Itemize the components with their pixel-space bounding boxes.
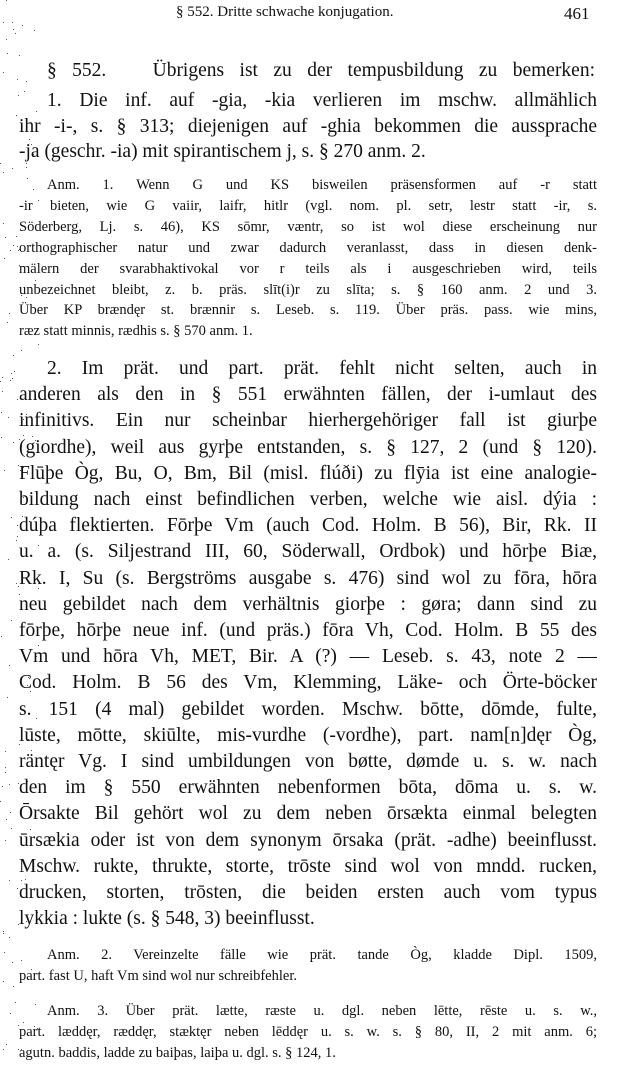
speckle-dot [1, 412, 2, 413]
speckle-dot [17, 525, 18, 526]
text-line: -ja (geschr. -ia) mit spirantischem j, s. § 270 anm. 2. [19, 141, 426, 162]
speckle-dot [0, 381, 1, 382]
text-line: (giordhe), weil aus gyrþe entstanden, s. § 127, 2 (und § 120). [19, 436, 597, 458]
speckle-dot [2, 391, 3, 392]
speckle-dot [1, 636, 2, 637]
speckle-dot [12, 168, 13, 169]
text-line: Über KP brændęr st. brænnir s. Leseb. s. 119. Über präs. pass. wie mins, [19, 302, 597, 319]
section-number: § 552. [47, 60, 107, 81]
speckle-dot [38, 344, 39, 345]
speckle-dot [19, 55, 20, 56]
speckle-dot [21, 960, 22, 961]
speckle-dot [12, 378, 13, 379]
text-line: mälern der svarabhaktivokal vor r teils als i ausgeschrieben wird, teils [19, 260, 597, 277]
text-line: ihr -i-, s. § 313; diejenigen auf -ghia bekommen die aussprache [19, 115, 597, 137]
speckle-dot [16, 540, 17, 541]
speckle-dot [3, 933, 4, 934]
speckle-dot [17, 399, 18, 400]
text-line: Rk. I, Su (s. Bergströms ausgabe s. 476) sind wol zu fōra, hōra [19, 567, 597, 589]
speckle-dot [17, 888, 18, 889]
text-line: neu gebildet nach dem verhältnis giorþe : gøra; dann sind zu [19, 593, 597, 615]
speckle-dot [9, 880, 10, 881]
speckle-dot [13, 986, 14, 987]
speckle-dot [8, 559, 9, 560]
speckle-dot [4, 258, 5, 259]
speckle-dot [10, 1013, 11, 1014]
speckle-dot [5, 751, 6, 752]
text-line: Anm. 2. Vereinzelte fälle wie prät. tande Òg, kladde Dipl. 1509, [47, 947, 597, 963]
speckle-dot [18, 95, 19, 96]
speckle-dot [27, 178, 28, 179]
speckle-dot [3, 72, 4, 73]
text-line: Vm und hōra Vh, MET, Bir. A (?) — Leseb. s. 43, note 2 — [19, 646, 597, 668]
speckle-dot [9, 313, 10, 314]
speckle-dot [4, 470, 5, 471]
text-line: 2. Im prät. und part. prät. fehlt nicht selten, auch in [47, 358, 597, 379]
text-line: räntęr Vg. I sind umbildungen von bøtte, dømde u. s. w. nach [19, 751, 597, 772]
speckle-dot [12, 962, 13, 963]
speckle-dot [14, 371, 15, 372]
speckle-dot [11, 373, 12, 374]
text-line: anderen als den in § 551 erwähnten fällen, der i-umlaut des [19, 384, 597, 406]
text-line: lykkia : lukte (s. § 548, 3) beeinflusst. [19, 908, 315, 930]
speckle-dot [3, 22, 4, 23]
speckle-dot [3, 1049, 4, 1050]
text-line: -ir bieten, wie G vaiir, laifr, hitlr (vgl. nom. pl. setr, lestr statt -ir, s. [19, 197, 597, 214]
text-line: orthographischer natur und zwar dadurch veranlasst, dass in diesen denk- [19, 239, 597, 256]
speckle-dot [8, 417, 9, 418]
speckle-dot [6, 0, 7, 1]
running-title: § 552. Dritte schwache konjugation. [176, 4, 394, 20]
text-line: u. a. (s. Siljestrand III, 60, Söderwall, Ordbok) und hōrþe Biæ, [19, 541, 597, 563]
speckle-dot [10, 380, 11, 381]
speckle-dot [15, 33, 16, 34]
speckle-dot [11, 828, 12, 829]
speckle-dot [1, 437, 2, 438]
speckle-dot [6, 39, 7, 40]
speckle-dot [34, 30, 35, 31]
speckle-dot [21, 350, 22, 351]
speckle-dot [13, 355, 14, 356]
speckle-dot [6, 1044, 7, 1045]
text-line: 1. Die inf. auf -gia, -kia verlieren im mschw. allmählich [47, 90, 597, 111]
text-line: part. fast U, haft Vm sind wol nur schreibfehler. [19, 968, 297, 984]
text-line: bildung nach einst befindlichen verben, welche wie aisl. dýia : [19, 489, 597, 510]
speckle-dot [9, 784, 10, 785]
speckle-dot [3, 981, 4, 982]
speckle-dot [5, 772, 6, 773]
speckle-dot [10, 250, 11, 251]
text-line: ūrsækia oder ist von dem synonym ōrsaka (prät. -adhe) beeinflusst. [19, 829, 597, 851]
speckle-dot [7, 322, 8, 323]
speckle-dot [26, 81, 27, 82]
speckle-dot [33, 189, 34, 190]
speckle-dot [3, 223, 4, 224]
text-line: lūste, mōtte, skiūlte, mis-vurdhe (-vordhe), part. nam[n]dęr Òg, [19, 724, 597, 746]
text-line: Anm. 1. Wenn G und KS bisweilen präsensformen auf -r statt [47, 177, 597, 193]
text-line: ræz statt minnis, rædhis s. § 570 anm. 1. [19, 323, 253, 340]
text-line: s. 151 (4 mal) gebildet worden. Mschw. bōtte, dōmde, fulte, [19, 698, 597, 720]
speckle-dot [5, 840, 6, 841]
speckle-dot [2, 377, 3, 378]
speckle-dot [16, 236, 17, 237]
speckle-dot [15, 1002, 16, 1003]
text-line: agutn. baddis, ladde zu baiþas, laiþa u. dgl. s. § 124, 1. [19, 1045, 336, 1061]
speckle-dot [26, 167, 27, 168]
speckle-dot [13, 442, 14, 443]
speckle-dot [17, 79, 18, 80]
text-line: dúþa flektierten. Fōrþe Vm (auch Cod. Holm. B 56), Bir, Rk. II [19, 515, 597, 537]
speckle-dot [16, 583, 17, 584]
text-line: infinitivs. Ein nur scheinbar hierhergehöriger fall ist giurþe [19, 410, 597, 432]
speckle-dot [7, 53, 8, 54]
speckle-dot [5, 767, 6, 768]
text-line: Ōrsakte Bil gehört wol zu dem neben ōrsækta einmal belegten [19, 803, 597, 825]
text-line: part. læddęr, ræddęr, stæktęr neben lēddęr u. s. w. s. § 80, II, 2 mit anm. 6; [19, 1024, 597, 1040]
text-line: drucken, storten, trōsten, die beiden ersten auch vom typus [19, 882, 597, 903]
speckle-dot [36, 111, 37, 112]
speckle-dot [0, 801, 1, 802]
speckle-dot [6, 819, 7, 820]
text-line: Cod. Holm. B 56 des Vm, Klemming, Läke- och Örte-böcker [19, 672, 597, 694]
speckle-dot [4, 952, 5, 953]
speckle-dot [7, 697, 8, 698]
speckle-dot [5, 237, 6, 238]
section-heading-text: Übrigens ist zu der tempusbildung zu bemerken: [152, 60, 595, 81]
speckle-dot [3, 172, 4, 173]
text-line: unbezeichnet bleibt, z. b. präs. slīt(i)r zu slīta; s. § 160 anm. 2 und 3. [19, 281, 597, 298]
speckle-dot [10, 812, 11, 813]
speckle-dot [13, 245, 14, 246]
text-line: Flūþe Òg, Bu, O, Bm, Bil (misl. flúði) zu flȳia ist eine analogie- [19, 462, 597, 484]
page-number: 461 [564, 4, 590, 23]
text-line: den im § 550 erwähnten nebenformen bōta, dōma u. s. w. [19, 777, 597, 799]
speckle-dot [12, 22, 13, 23]
speckle-dot [11, 620, 12, 621]
speckle-dot [17, 536, 18, 537]
speckle-dot [35, 1004, 36, 1005]
speckle-dot [9, 937, 10, 938]
text-line: Söderberg, Lj. s. 46), KS sōmr, væntr, so ist wol diese erscheinung nur [19, 218, 597, 235]
speckle-dot [11, 517, 12, 518]
text-line: Anm. 3. Über prät. lætte, ræste u. dgl. neben lētte, rēste u. s. w., [47, 1003, 597, 1019]
speckle-dot [3, 931, 4, 932]
text-line: fōrþe, hōrþe neue inf. (und präs.) fōra Vh, Cod. Holm. B 55 des [19, 620, 597, 641]
speckle-dot [17, 246, 18, 247]
speckle-dot [9, 665, 10, 666]
speckle-dot [0, 163, 1, 164]
speckle-dot [24, 91, 25, 92]
speckle-dot [22, 25, 23, 26]
speckle-dot [13, 29, 14, 30]
text-line: Mschw. rukte, thrukte, storte, trōste sind wol von mndd. rucken, [19, 855, 597, 877]
speckle-dot [16, 115, 17, 116]
speckle-dot [2, 786, 3, 787]
section-heading [47, 58, 595, 84]
